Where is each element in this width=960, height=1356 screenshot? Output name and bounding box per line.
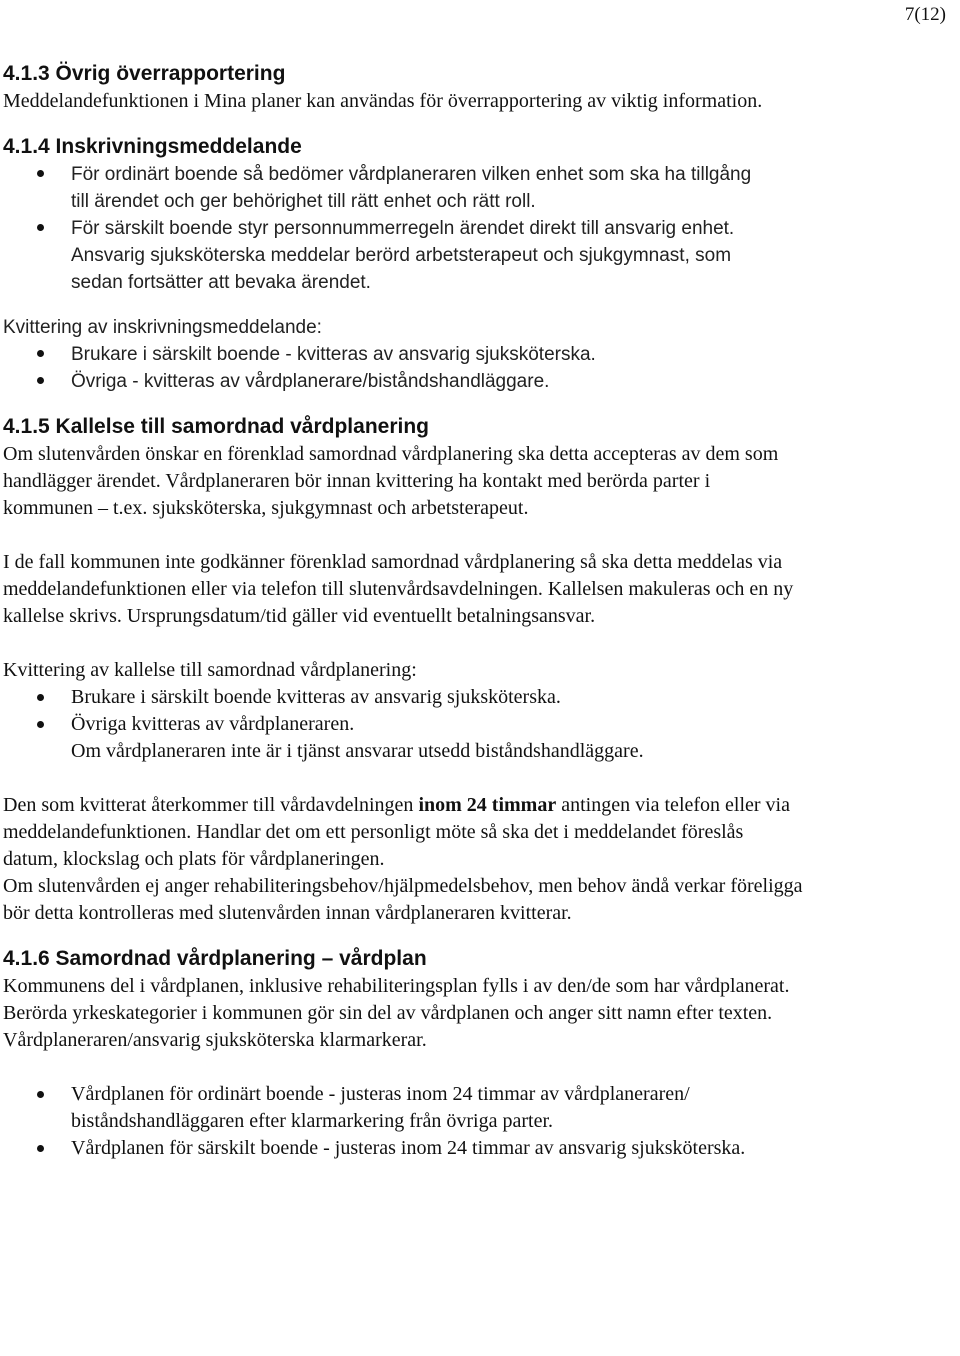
list-item: Vårdplanen för särskilt boende - justeras inom 24 timmar av ansvarig sjuksköterska. <box>3 1135 773 1162</box>
section-4-1-5-paragraph-1: Om slutenvården önskar en förenklad samordnad vårdplanering ska detta accepteras av dem som handlägger ärendet. Vårdplaneraren bör innan kvittering ha kontakt med berörda parter i kommunen – t.ex. sjuksköterska, sjukgymnast och arbetsterapeut. <box>3 443 779 519</box>
section-4-1-5-paragraph-4: Om slutenvården ej anger rehabiliteringsbehov/hjälpmedelsbehov, men behov ändå verkar föreligga bör detta kontrolleras med slutenvården innan vårdplaneraren kvitterar. <box>3 875 803 924</box>
kvittering-kallelse-list <box>3 684 943 765</box>
kvittering-inskrivning-label: Kvittering av inskrivningsmeddelande: <box>3 317 322 338</box>
list-item: Vårdplanen för ordinärt boende - justeras inom 24 timmar av vårdplaneraren/ biståndshandläggaren efter klarmarkering från övriga parter. <box>3 1081 773 1135</box>
text-run: Den som kvitterat återkommer till vårdavdelningen <box>3 794 419 816</box>
list-item-line: Om vårdplaneraren inte är i tjänst ansvarar utsedd biståndshandläggare. <box>71 740 644 762</box>
list-item-line: Övriga kvitteras av vårdplaneraren. <box>71 713 355 735</box>
list-item: Brukare i särskilt boende kvitteras av ansvarig sjuksköterska. <box>3 684 943 711</box>
text-run: antingen via telefon eller via meddelandefunktionen. Handlar det om ett personligt möte så ska det i meddelandet föreslås datum, klockslag och plats för vårdplaneringen. <box>3 794 790 870</box>
section-4-1-5-paragraph-3 <box>3 792 793 873</box>
page-number: 7(12) <box>904 4 946 25</box>
kvittering-inskrivning-list <box>3 341 943 395</box>
section-4-1-5-paragraph-2: I de fall kommunen inte godkänner förenklad samordnad vårdplanering så ska detta meddelas via meddelandefunktionen eller via telefon till slutenvårdsavdelningen. Kallelsen makuleras och en ny kallelse skrivs. Ursprungsdatum/tid gäller vid eventuellt betalningsansvar. <box>3 551 794 627</box>
list-item: För särskilt boende styr personnummerregeln ärendet direkt till ansvarig enhet. Ansvarig sjuksköterska meddelar berörd arbetsterapeut och sjukgymnast, som sedan fortsätter att bevaka ärendet. <box>3 215 763 296</box>
list-item: Brukare i särskilt boende - kvitteras av ansvarig sjuksköterska. <box>3 341 943 368</box>
section-4-1-6-bullet-list <box>3 1081 773 1162</box>
document-body <box>3 60 943 1162</box>
list-item: För ordinärt boende så bedömer vårdplaneraren vilken enhet som ska ha tillgång till ärendet och ger behörighet till rätt enhet och rätt roll. <box>3 161 763 215</box>
section-heading-4-1-5: 4.1.5 Kallelse till samordnad vårdplanering <box>3 415 429 438</box>
list-item <box>3 711 943 765</box>
section-heading-4-1-3: 4.1.3 Övrig överrapportering <box>3 62 286 85</box>
list-item: Övriga - kvitteras av vårdplanerare/biståndshandläggare. <box>3 368 943 395</box>
section-4-1-6-paragraph: Kommunens del i vårdplanen, inklusive rehabiliteringsplan fylls i av den/de som har vårdplanerat. Berörda yrkeskategorier i kommunen gör sin del av vårdplanen och anger sitt namn efter texten. Vårdplaneraren/ansvarig sjuksköterska klarmarkerar. <box>3 975 790 1051</box>
kvittering-kallelse-label: Kvittering av kallelse till samordnad vårdplanering: <box>3 659 417 681</box>
section-heading-4-1-4: 4.1.4 Inskrivningsmeddelande <box>3 135 302 158</box>
section-4-1-4-bullet-list <box>3 161 763 296</box>
section-4-1-3-paragraph: Meddelandefunktionen i Mina planer kan användas för överrapportering av viktig information. <box>3 90 763 112</box>
emphasis-text: inom 24 timmar <box>418 794 557 816</box>
section-heading-4-1-6: 4.1.6 Samordnad vårdplanering – vårdplan <box>3 947 427 970</box>
